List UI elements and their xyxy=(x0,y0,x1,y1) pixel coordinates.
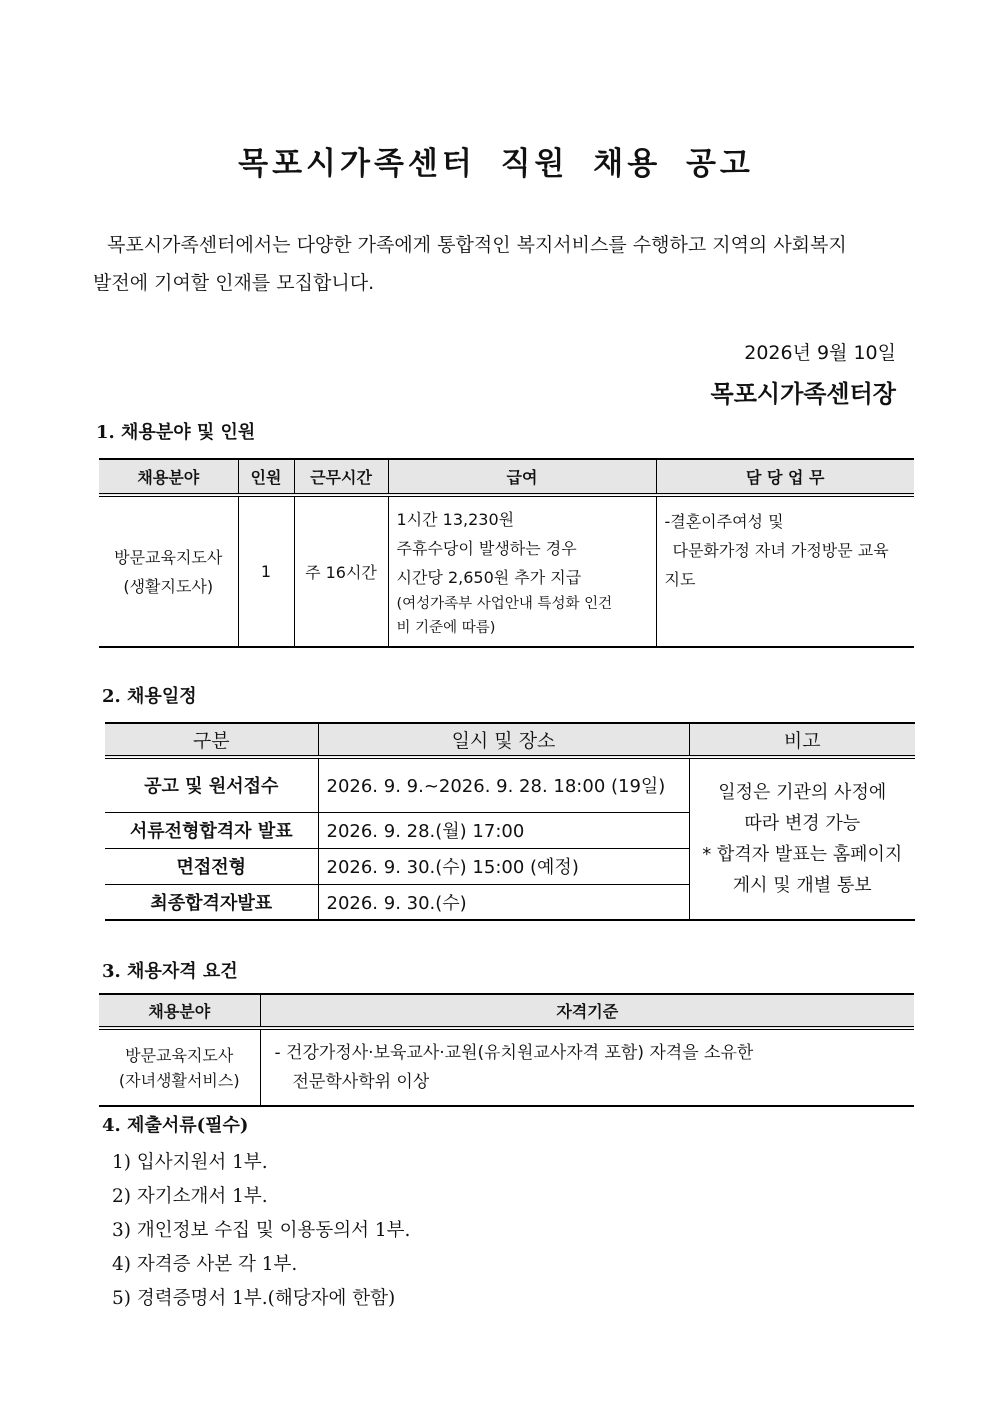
duty-line: 지도 xyxy=(664,570,696,589)
schedule-table xyxy=(105,722,915,921)
header-cell: 비고 xyxy=(689,723,915,757)
header-cell: 인원 xyxy=(238,459,294,495)
pay-line: (여성가족부 사업안내 특성화 인건 xyxy=(396,596,613,612)
note-line: 일정은 기관의 사정에 xyxy=(718,782,887,803)
header-cell: 채용분야 xyxy=(99,459,238,495)
table-row xyxy=(99,495,914,647)
section-heading-positions: 1. 채용분야 및 인원 xyxy=(96,422,256,443)
requirement-cell xyxy=(260,1028,914,1106)
field-cell xyxy=(99,495,238,647)
intro-line: 목포시가족센터에서는 다양한 가족에게 통합적인 복지서비스를 수행하고 지역의 사회복지 xyxy=(107,234,847,256)
schedule-category: 면접전형 xyxy=(105,848,318,884)
header-cell: 일시 및 장소 xyxy=(318,723,689,757)
section-heading-documents: 4. 제출서류(필수) xyxy=(102,1115,249,1136)
table-header-row xyxy=(99,459,914,495)
pay-cell xyxy=(388,495,656,647)
list-item: 2) 자기소개서 1부. xyxy=(112,1186,268,1207)
pay-line: 주휴수당이 발생하는 경우 xyxy=(396,539,577,558)
table-header-row xyxy=(105,723,915,757)
schedule-datetime: 2026. 9. 28.(월) 17:00 xyxy=(318,812,689,848)
duty-line: -결혼이주여성 및 xyxy=(664,512,784,531)
qualifications-table xyxy=(99,993,914,1107)
schedule-category: 최종합격자발표 xyxy=(105,884,318,920)
schedule-category: 공고 및 원서접수 xyxy=(105,757,318,812)
schedule-datetime: 2026. 9. 9.~2026. 9. 28. 18:00 (19일) xyxy=(318,757,689,812)
note-line: 따라 변경 가능 xyxy=(744,813,861,834)
schedule-datetime: 2026. 9. 30.(수) xyxy=(318,884,689,920)
note-line: * 합격자 발표는 홈페이지 xyxy=(702,844,903,865)
positions-table xyxy=(99,458,914,648)
header-cell: 자격기준 xyxy=(260,994,914,1028)
header-cell: 근무시간 xyxy=(294,459,388,495)
header-cell: 구분 xyxy=(105,723,318,757)
duty-line: 다문화가정 자녀 가정방문 교육 xyxy=(672,541,889,560)
pay-line: 1시간 13,230원 xyxy=(396,510,515,529)
requirement-line: - 건강가정사·보육교사·교원(유치원교사자격 포함) 자격을 소유한 xyxy=(274,1042,754,1063)
list-item: 1) 입사지원서 1부. xyxy=(112,1152,268,1173)
headcount-cell: 1 xyxy=(238,495,294,647)
field-name: 방문교육지도사 xyxy=(114,547,223,567)
announcement-date: 2026년 9월 10일 xyxy=(744,342,896,364)
schedule-note xyxy=(689,757,915,920)
document-list xyxy=(112,1146,410,1316)
field-subname: (생활지도사) xyxy=(123,576,214,596)
list-item: 3) 개인정보 수집 및 이용동의서 1부. xyxy=(112,1220,411,1241)
table-row xyxy=(99,1028,914,1106)
pay-line: 시간당 2,650원 추가 지급 xyxy=(396,568,582,587)
intro-paragraph xyxy=(93,226,913,302)
pay-line: 비 기준에 따름) xyxy=(396,620,496,636)
list-item: 4) 자격증 사본 각 1부. xyxy=(112,1254,298,1275)
list-item: 5) 경력증명서 1부.(해당자에 한함) xyxy=(112,1288,396,1309)
section-heading-schedule: 2. 채용일정 xyxy=(102,686,197,707)
hours-cell: 주 16시간 xyxy=(294,495,388,647)
intro-line: 발전에 기여할 인재를 모집합니다. xyxy=(93,272,375,294)
note-line: 게시 및 개별 통보 xyxy=(732,875,872,896)
duty-cell xyxy=(656,495,914,647)
field-name: 방문교육지도사 xyxy=(125,1045,234,1065)
table-row xyxy=(105,757,915,812)
schedule-category: 서류전형합격자 발표 xyxy=(105,812,318,848)
field-cell xyxy=(99,1028,260,1106)
header-cell: 급여 xyxy=(388,459,656,495)
section-heading-qualifications: 3. 채용자격 요건 xyxy=(102,961,238,982)
header-cell: 담 당 업 무 xyxy=(656,459,914,495)
page-title: 목포시가족센터 직원 채용 공고 xyxy=(238,146,754,182)
header-cell: 채용분야 xyxy=(99,994,260,1028)
schedule-datetime: 2026. 9. 30.(수) 15:00 (예정) xyxy=(318,848,689,884)
table-header-row xyxy=(99,994,914,1028)
field-subname: (자녀생활서비스) xyxy=(118,1070,240,1090)
signer: 목포시가족센터장 xyxy=(710,380,896,408)
requirement-line: 전문학사학위 이상 xyxy=(292,1071,430,1092)
